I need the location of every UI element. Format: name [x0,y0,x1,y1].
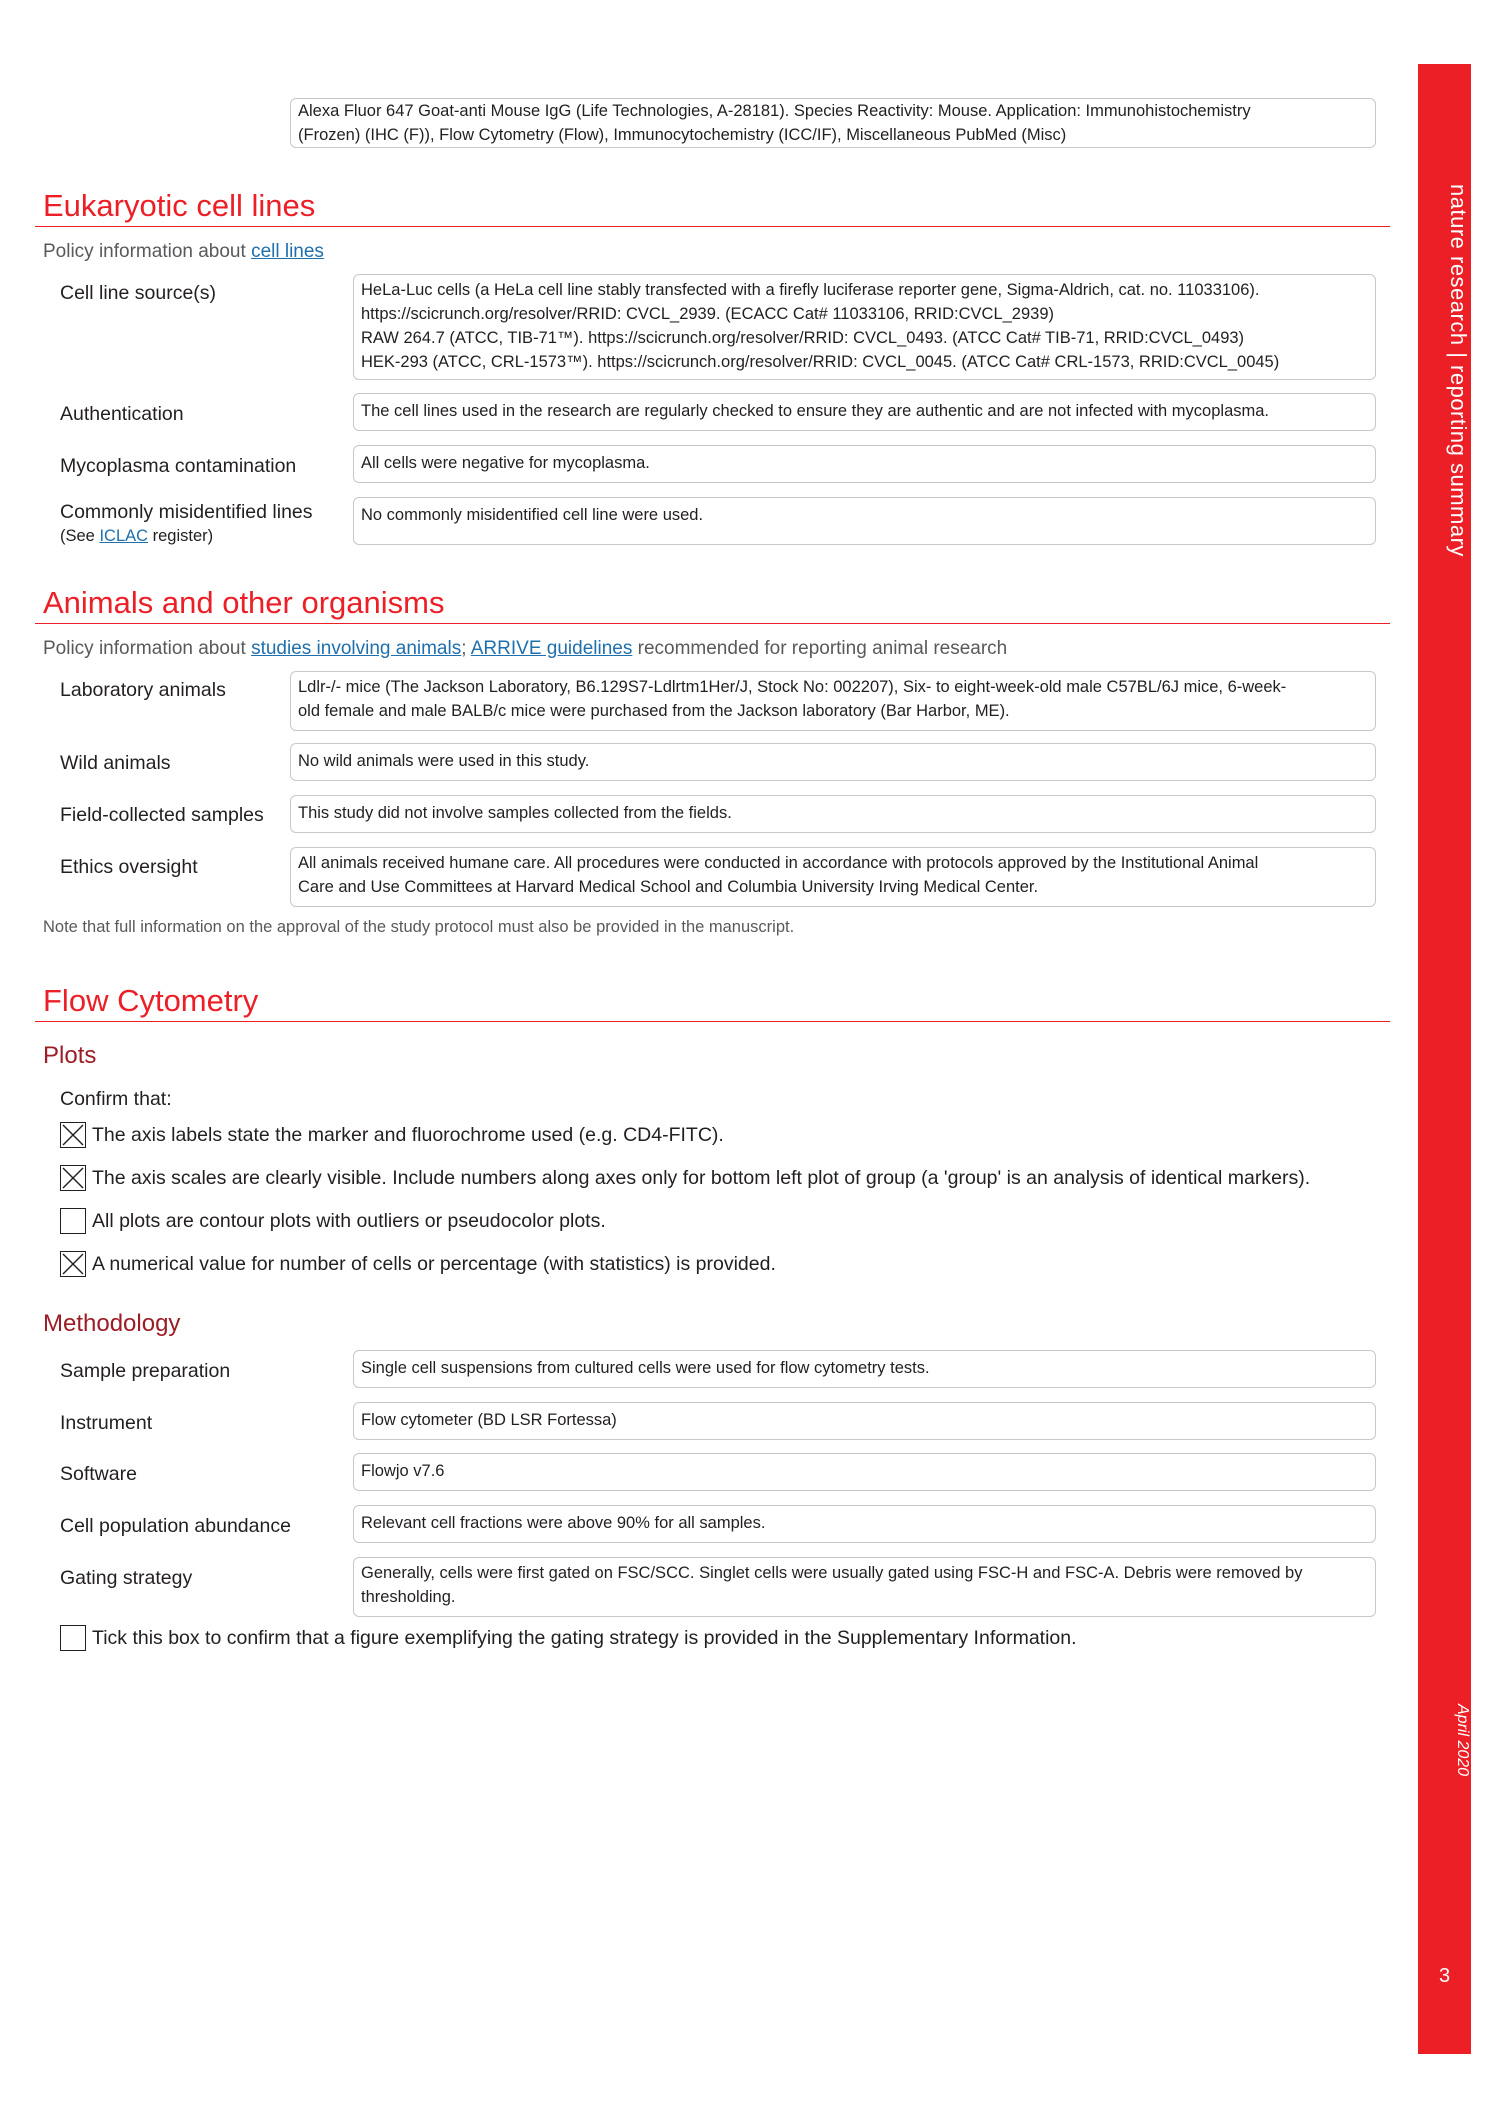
check-axis-labels [60,1122,724,1148]
wild-animals-box [290,743,1376,781]
journal-title: nature research | reporting summary [1446,183,1471,557]
label-wild-animals: Wild animals [60,752,171,774]
checkbox-numerical-value[interactable] [60,1251,86,1277]
iclac-link[interactable]: ICLAC [99,527,149,545]
software-box [353,1453,1376,1491]
policy-info [43,241,324,263]
check-text: All plots are contour plots with outliers or pseudocolor plots. [92,1209,606,1232]
box-line: No commonly misidentified cell line were used. [361,506,704,524]
box-line: HeLa-Luc cells (a HeLa cell line stably transfected with a firefly luciferase reporter gene, Sigma-Aldrich, cat. no. 11033106). [361,281,1260,299]
policy-text: Policy information about [43,638,252,659]
checkbox-axis-labels[interactable] [60,1122,86,1148]
label-ethics-oversight: Ethics oversight [60,856,198,878]
section-rule [35,226,1390,227]
cell-population-box [353,1505,1376,1543]
gating-strategy-box [353,1557,1376,1617]
sublabel-prefix: (See [60,527,100,545]
section-rule [35,1021,1390,1022]
label-field-collected: Field-collected samples [60,804,264,826]
box-line: https://scicrunch.org/resolver/RRID: CVCL_2939. (ECACC Cat# 11033106, RRID:CVCL_2939) [361,305,1054,323]
checkbox-gating-figure[interactable] [60,1625,86,1651]
label-instrument: Instrument [60,1412,153,1434]
laboratory-animals-box [290,671,1376,731]
box-line: All cells were negative for mycoplasma. [361,454,650,472]
instrument-box [353,1402,1376,1440]
misidentified-label-text: Commonly misidentified lines [60,501,313,523]
box-line: Care and Use Committees at Harvard Medical School and Columbia University Irving Medical Center. [298,878,1039,896]
label-sample-preparation: Sample preparation [60,1360,231,1382]
field-collected-box [290,795,1376,833]
label-gating-strategy: Gating strategy [60,1567,193,1589]
box-line: Flowjo v7.6 [361,1462,445,1480]
check-gating-figure [60,1625,1077,1651]
check-axis-scales [60,1165,1310,1191]
check-text: Tick this box to confirm that a figure exemplifying the gating strategy is provided in the Supplementary Information. [92,1626,1077,1649]
policy-text: Policy information about [43,241,252,262]
policy-suffix: recommended for reporting animal research [632,638,1008,659]
box-line: HEK-293 (ATCC, CRL-1573™). https://scicrunch.org/resolver/RRID: CVCL_0045. (ATCC Cat# CRL-1573, RRID:CVCL_0045) [361,353,1280,371]
label-cell-line-source: Cell line source(s) [60,282,217,304]
sublabel-suffix: register) [148,527,214,545]
check-contour-plots [60,1208,606,1234]
box-line: Generally, cells were first gated on FSC/SCC. Singlet cells were usually gated using FSC-H and FSC-A. Debris were removed by [361,1564,1303,1582]
section-title-flow: Flow Cytometry [43,983,259,1018]
ethics-oversight-box [290,847,1376,907]
box-line: The cell lines used in the research are regularly checked to ensure they are authentic and are not infected with mycoplasma. [361,402,1269,420]
page-number: 3 [1438,1965,1451,1987]
arrive-guidelines-link[interactable]: ARRIVE guidelines [470,638,633,659]
box-line: Flow cytometer (BD LSR Fortessa) [361,1411,617,1429]
sample-preparation-box [353,1350,1376,1388]
box-line: RAW 264.7 (ATCC, TIB-71™). https://scicrunch.org/resolver/RRID: CVCL_0493. (ATCC Cat# TIB-71, RRID:CVCL_0493) [361,329,1245,347]
subhead-methodology: Methodology [43,1310,181,1337]
label-cell-population: Cell population abundance [60,1515,291,1537]
box-line: No wild animals were used in this study. [298,752,590,770]
confirm-label: Confirm that: [60,1088,172,1110]
check-numerical-value [60,1251,776,1277]
policy-sep: ; [461,638,471,659]
box-line: Single cell suspensions from cultured cells were used for flow cytometry tests. [361,1359,930,1377]
label-software: Software [60,1463,137,1485]
antibody-description-box [290,98,1376,148]
box-line: thresholding. [361,1588,456,1606]
mycoplasma-box [353,445,1376,483]
checkbox-contour-plots[interactable] [60,1208,86,1234]
section-rule [35,623,1390,624]
check-text: The axis labels state the marker and fluorochrome used (e.g. CD4-FITC). [92,1123,724,1146]
box-line: Ldlr-/- mice (The Jackson Laboratory, B6.129S7-Ldlrtm1Her/J, Stock No: 002207), Six- to eight-week-old male C57BL/6J mice, 6-week- [298,678,1287,696]
version-date: April 2020 [1454,1703,1471,1777]
cell-line-source-box [353,274,1376,380]
approval-note: Note that full information on the approval of the study protocol must also be provided in the manuscript. [43,918,795,936]
section-title-cell-lines: Eukaryotic cell lines [43,188,316,223]
box-line: This study did not involve samples collected from the fields. [298,804,732,822]
label-mycoplasma: Mycoplasma contamination [60,455,297,477]
studies-animals-link[interactable]: studies involving animals [251,638,462,659]
iclac-sublabel [60,524,313,548]
check-text: A numerical value for number of cells or percentage (with statistics) is provided. [92,1252,776,1275]
box-line: All animals received humane care. All procedures were conducted in accordance with protocols approved by the Institutional Animal [298,854,1259,872]
box-line: Alexa Fluor 647 Goat-anti Mouse IgG (Life Technologies, A-28181). Species Reactivity: Mouse. Application: Immunohistochemistry [298,102,1251,120]
subhead-plots: Plots [43,1042,97,1069]
checkbox-axis-scales[interactable] [60,1165,86,1191]
label-misidentified [60,500,313,548]
section-title-animals: Animals and other organisms [43,585,445,620]
authentication-box [353,393,1376,431]
label-laboratory-animals: Laboratory animals [60,679,226,701]
cell-lines-link[interactable]: cell lines [251,241,324,262]
box-line: (Frozen) (IHC (F)), Flow Cytometry (Flow), Immunocytochemistry (ICC/IF), Miscellaneous PubMed (Misc) [298,126,1067,144]
misidentified-box [353,497,1376,545]
policy-info [43,638,1007,660]
box-line: old female and male BALB/c mice were purchased from the Jackson laboratory (Bar Harbor, ME). [298,702,1010,720]
box-line: Relevant cell fractions were above 90% for all samples. [361,1514,766,1532]
check-text: The axis scales are clearly visible. Include numbers along axes only for bottom left plot of group (a 'group' is an analysis of identical markers). [92,1166,1311,1189]
label-authentication: Authentication [60,403,184,425]
